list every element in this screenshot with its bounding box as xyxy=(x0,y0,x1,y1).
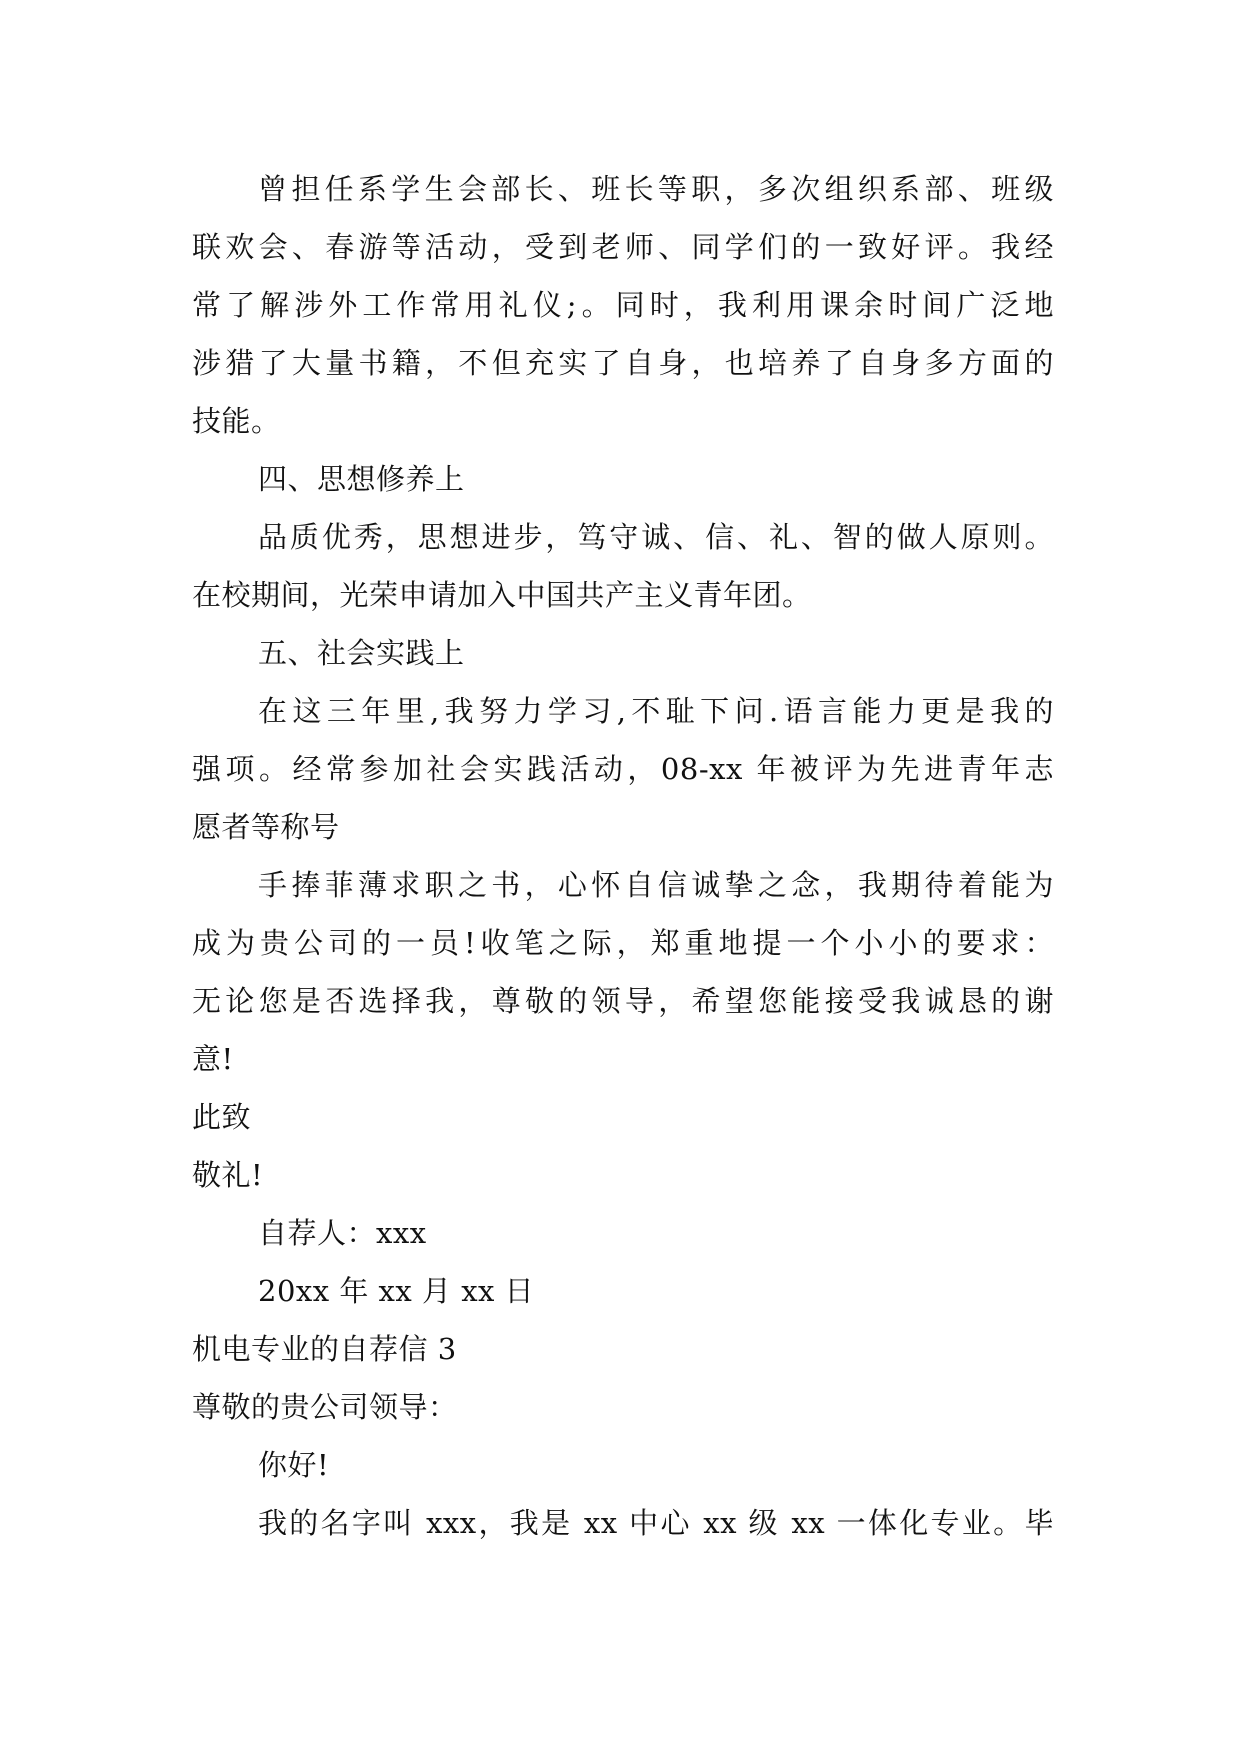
paragraph-line: 曾担任系学生会部长、班长等职，多次组织系部、班级 xyxy=(258,172,1054,206)
paragraph-line: 成为贵公司的一员!收笔之际，郑重地提一个小小的要求： xyxy=(192,926,1054,960)
paragraph-line: 强项。经常参加社会实践活动，08-xx 年被评为先进青年志 xyxy=(192,752,1054,786)
greeting: 你好! xyxy=(258,1448,330,1482)
paragraph-line: 联欢会、春游等活动，受到老师、同学们的一致好评。我经 xyxy=(192,230,1054,264)
paragraph-line: 手捧菲薄求职之书，心怀自信诚挚之念，我期待着能为 xyxy=(258,868,1054,902)
paragraph-line: 在这三年里,我努力学习,不耻下问.语言能力更是我的 xyxy=(258,694,1054,728)
paragraph-line: 愿者等称号 xyxy=(192,810,340,844)
paragraph-line: 意! xyxy=(192,1042,234,1076)
letter-title: 机电专业的自荐信 3 xyxy=(192,1332,457,1366)
paragraph-line: 技能。 xyxy=(192,404,281,438)
paragraph-line: 涉猎了大量书籍，不但充实了自身，也培养了自身多方面的 xyxy=(192,346,1054,380)
paragraph-line: 常了解涉外工作常用礼仪;。同时，我利用课余时间广泛地 xyxy=(192,288,1054,322)
salutation: 尊敬的贵公司领导： xyxy=(192,1390,458,1424)
signature-line: 自荐人：xxx xyxy=(258,1216,427,1250)
paragraph-line: 我的名字叫 xxx，我是 xx 中心 xx 级 xx 一体化专业。毕 xyxy=(258,1506,1054,1540)
section-heading: 四、思想修养上 xyxy=(258,462,465,496)
document-page xyxy=(192,160,1054,1552)
closing-line: 此致 xyxy=(192,1100,252,1134)
section-heading: 五、社会实践上 xyxy=(258,636,465,670)
date-line: 20xx 年 xx 月 xx 日 xyxy=(258,1274,535,1308)
paragraph-line: 无论您是否选择我，尊敬的领导，希望您能接受我诚恳的谢 xyxy=(192,984,1054,1018)
closing-salute: 敬礼! xyxy=(192,1158,264,1192)
paragraph-line: 品质优秀，思想进步，笃守诚、信、礼、智的做人原则。 xyxy=(258,520,1054,554)
paragraph-line: 在校期间，光荣申请加入中国共产主义青年团。 xyxy=(192,578,812,612)
